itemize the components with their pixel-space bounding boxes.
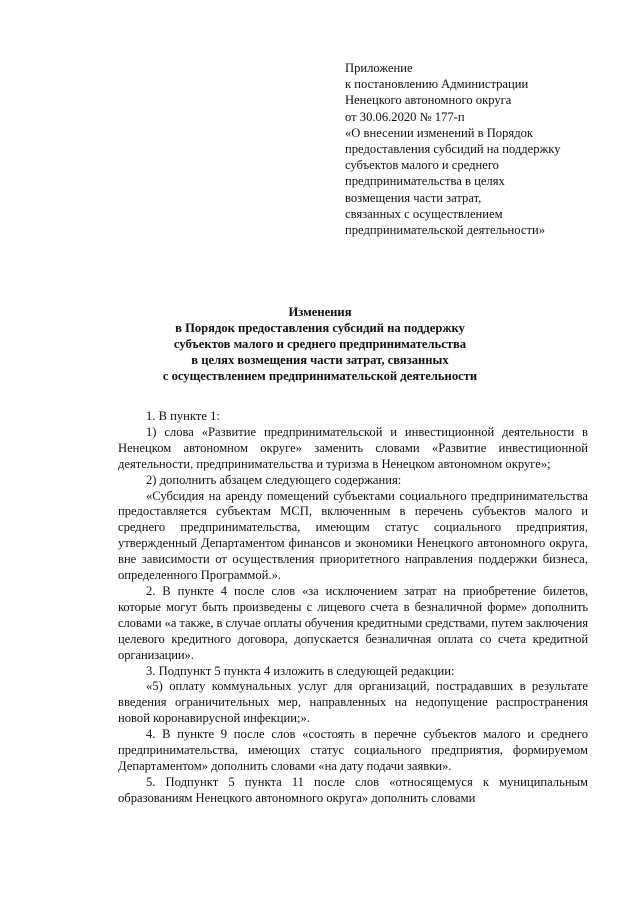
paragraph-item-2: 2. В пункте 4 после слов «за исключением затрат на приобретение билетов, которые могут быть произведены с лицевого счета в безналичной форме» дополнить словами «а также, в случае оплаты обучения кредитными средствами, путем заключения целевого кредитного договора, допускается безналичная оплата со счета кредитной организации». [118,583,588,662]
appendix-line: возмещения части затрат, [345,190,482,205]
title-line: в целях возмещения части затрат, связанных [191,353,449,367]
paragraph-item-4: 4. В пункте 9 после слов «состоять в перечне субъектов малого и среднего предпринимательства, имеющих статус социального предприятия, формируемом Департаментом» дополнить словами «на дату подачи заявки». [118,727,588,773]
appendix-line: предпринимательства в целях [345,174,505,189]
appendix-line: к постановлению Администрации [345,77,529,92]
title-line: с осуществлением предпринимательской деятельности [162,369,478,383]
paragraph-item-1-2: 2) дополнить абзацем следующего содержания: [146,472,402,487]
appendix-line: предпринимательской деятельности» [345,223,546,238]
document-title [100,304,540,384]
document-body [118,409,588,807]
title-line: Изменения [288,305,352,319]
appendix-line: Ненецкого автономного округа [345,93,512,108]
title-line: в Порядок предоставления субсидий на поддержку [175,321,465,335]
paragraph-item-1: 1. В пункте 1: [146,409,220,423]
paragraph-quote-subsidy: «Субсидия на аренду помещений субъектами социального предпринимательства предоставляется субъектам МСП, включенным в перечень субъектов малого и среднего предпринимательства, имеющим статус социального предприятия, утвержденный Департаментом финансов и экономики Ненецкого автономного округа, вне зависимости от осуществления приоритетного направления поддержки бизнеса, определенного Программой.». [118,488,588,583]
title-line: субъектов малого и среднего предпринимательства [173,337,467,351]
paragraph-item-5: 5. Подпункт 5 пункта 11 после слов «относящемуся к муниципальным образованиям Ненецкого автономного округа» дополнить словами [118,774,588,805]
appendix-line: от 30.06.2020 № 177-п [345,109,465,124]
appendix-header [345,60,610,238]
appendix-line: связанных с осуществлением [345,206,503,221]
appendix-line: субъектов малого и среднего [345,158,499,173]
appendix-line: «О внесении изменений в Порядок [345,125,534,140]
appendix-line: Приложение [345,61,413,75]
appendix-line: предоставления субсидий на поддержку [345,142,561,157]
paragraph-quote-utilities: «5) оплату коммунальных услуг для организаций, пострадавших в результате введения ограничительных мер, направленных на недопущение распространения новой коронавирусной инфекции;». [118,679,588,726]
paragraph-item-3: 3. Подпункт 5 пункта 4 изложить в следующей редакции: [146,663,455,678]
paragraph-item-1-1: 1) слова «Развитие предпринимательской и инвестиционной деятельности в Ненецком автономном округе» заменить словами «Развитие инвестиционной деятельности, предпринимательства и туризма в Ненецком автономном округе»; [118,424,588,471]
